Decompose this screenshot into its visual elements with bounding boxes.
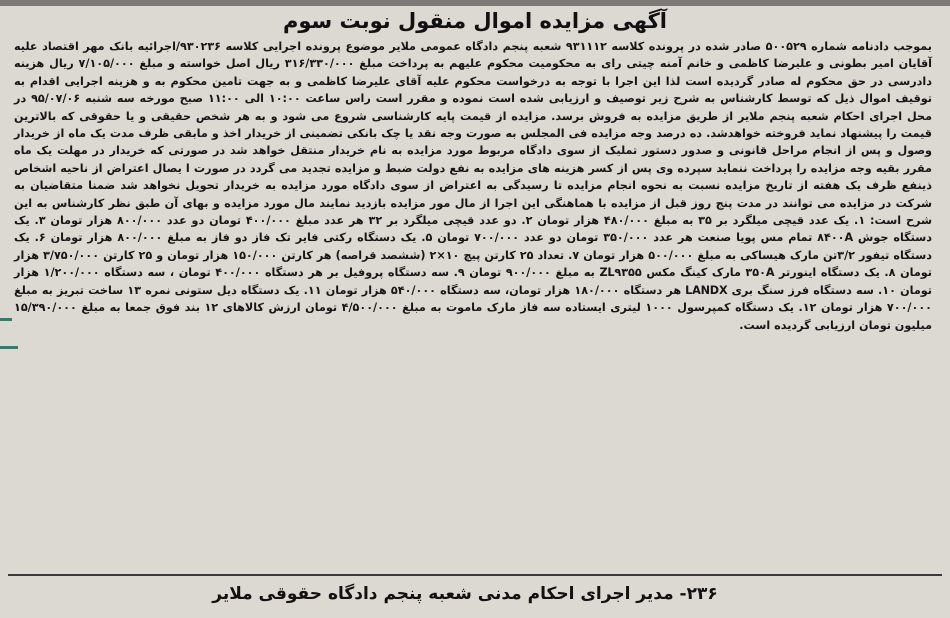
- footer-divider: [8, 574, 942, 576]
- pen-mark: [0, 318, 12, 321]
- notice-title: آگهی مزایده اموال منقول نوبت سوم: [283, 9, 667, 33]
- notice-body: بموجب دادنامه شماره ۵۰۰۵۲۹ صادر شده در پرونده کلاسه ۹۳۱۱۱۲ شعبه پنجم دادگاه عمومی ملایر موضوع پرونده اجرایی کلاسه ۹۳۰۲۳۶/اجرائیه بانک مهر اقتصاد علیه آقایان امیر بطونی و علیرضا کاظمی و خانم آمنه چیتی رای به محکومیت محکوم علیهم به پرداخت مبلغ ۳۱۶/۳۳۰/۰۰۰ ریال اصل خواسته و مبلغ ۷/۱۰۵/۰۰۰ ریال هزینه دادرسی در حق محکوم له صادر گردیده است لذا این اجرا با توجه به درخواست محکوم علیه آقای علیرضا کاظمی و به جهت تامین محکوم به و هزینه اجرایی اقدام به توقیف اموال ذیل که توسط کارشناس به شرح زیر توصیف و ارزیابی شده است نموده و مقرر است راس ساعت ۱۰:۰۰ الی ۱۱:۰۰ صبح مورخه سه شنبه ۹۵/۰۷/۰۶ در محل اجرای احکام شعبه پنجم ملایر از طریق مزایده به فروش برسد. مزایده از قیمت پایه کارشناسی شروع می شود و به هر شخص حقیقی و یا حقوقی که بالاترین قیمت را پیشنهاد نماید فروخته خواهدشد. ده درصد وجه مزایده فی المجلس به صورت وجه نقد یا چک بانکی تضمینی از خریدار اخذ و مابقی ظرف مدت یک ماه از خریدار وصول و پس از انجام مراحل قانونی و صدور دستور تملیک از سوی دادگاه مربوط مورد مزایده به نام خریدار منتقل خواهد شد در صورتی که خریدار در مهلت یک ماه مقرر بقیه وجه مزایده را پرداخت ننماید سپرده وی پس از کسر هزینه های مزایده به نفع دولت ضبط و مزایده تجدید می گردد در صورت ا یصال اعتراض از ناحیه اشخاص ذینفع ظرف یک هفته از تاریخ مزایده نسبت به نحوه انجام مزایده تا رسیدگی به اعتراض از سوی دادگاه مورد مزایده به خریدار تحویل نخواهد شد ضمنا متقاضیان به شرکت در مزایده می توانند در مدت پنج روز قبل از مزایده با هماهنگی این اجرا از مال مور مزایده بازدید نمایند مال مورد مزایده و بهای آن طبق نظر کارشناس به این شرح است: ۱. یک عدد قیچی میلگرد بر ۳۵ به مبلغ ۴۸۰/۰۰۰ هزار تومان ۲. دو عدد قیچی میلگرد بر ۳۲ هر عدد مبلغ ۴۰۰/۰۰۰ تومان دو عدد ۸۰۰/۰۰۰ هزار تومان ۳. یک دستگاه جوش ۸۴۰۰A تمام مس پویا صنعت هر عدد ۳۵۰/۰۰۰ تومان دو عدد ۷۰۰/۰۰۰ تومان ۵. یک دستگاه رکتی فایر تک فاز دو فاز به مبلغ ۸۰۰/۰۰۰ هزار تومان ۶. یک دستگاه تیفور ۳/۲تن مارک هیساکی به مبلغ ۵۰۰/۰۰۰ هزار تومان ۷. تعداد ۲۵ کارتن پیچ ۱۰×۲ (ششصد قراصه) هر کارتن ۱۵۰/۰۰۰ هزار تومان و ۲۵ کارتن ۳/۷۵۰/۰۰۰ هزار تومان ۸. یک دستگاه اینورتر ۳۵۰A مارک کینگ مکس ZL۹۳۵۵ به مبلغ ۹۰۰/۰۰۰ تومان ۹. سه دستگاه پروفیل بر هر دستگاه ۴۰۰/۰۰۰ تومان ، سه دستگاه ۱/۲۰۰/۰۰۰ هزار تومان ۱۰. سه دستگاه فرز سنگ بری LANDX هر دستگاه ۱۸۰/۰۰۰ هزار تومان، سه دستگاه ۵۴۰/۰۰۰ هزار تومان ۱۱. یک دستگاه دیل ستونی نمره ۱۳ ساخت تبریز به مبلغ ۷۰۰/۰۰۰ هزار تومان ۱۲. یک دستگاه کمپرسول ۱۰۰۰ لیتری ایستاده سه فاز مارک ماموت به مبلغ ۴/۵۰۰/۰۰۰ تومان ارزش کالاهای ۱۲ بند فوق جمعا به مبلغ ۱۵/۳۹۰/۰۰۰ میلیون تومان ارزیابی گردیده است.: [14, 40, 933, 332]
- notice-signature: ۲۳۶- مدیر اجرای احکام مدنی شعبه پنجم دادگاه حقوقی ملایر: [212, 584, 718, 604]
- pen-mark: [0, 346, 18, 349]
